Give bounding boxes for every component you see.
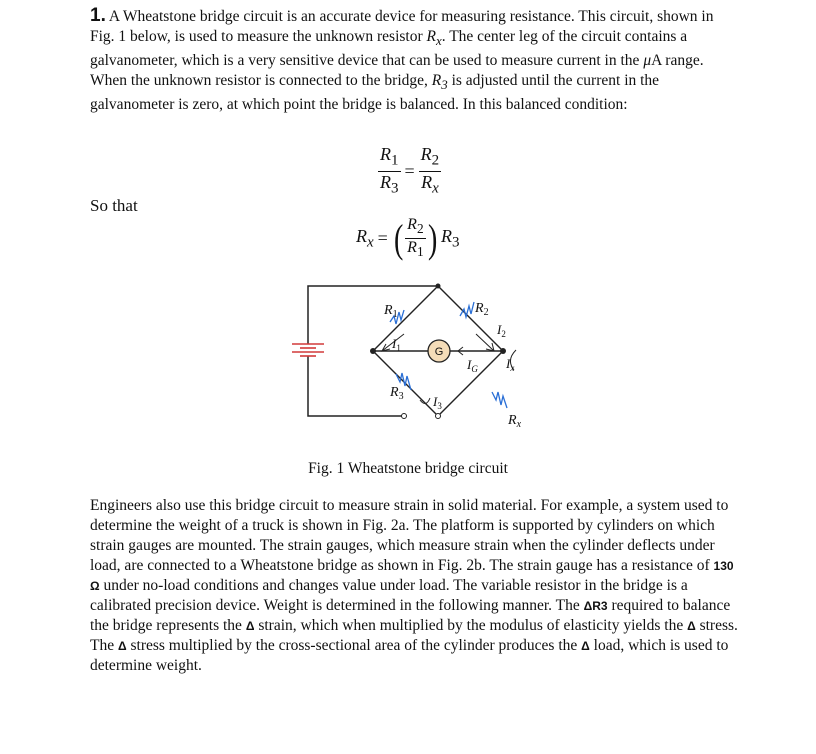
- edge-top-right: [438, 286, 503, 351]
- problem-number: 1.: [90, 5, 106, 26]
- label-i1: $I_1$: [392, 336, 401, 353]
- node-bottom: [436, 414, 441, 419]
- r3-symbol: $R_3$: [431, 72, 448, 93]
- r3-tail: $R_3$: [440, 225, 460, 251]
- figure-caption: Fig. 1 Wheatstone bridge circuit: [308, 460, 508, 477]
- galvanometer-label: G: [434, 346, 444, 358]
- rx-resistor: [492, 392, 507, 408]
- paren-open: (: [393, 215, 404, 261]
- balance-equation: [378, 144, 441, 198]
- strain-paragraph: Engineers also use this bridge circuit to measure strain in solid material. For example, a system used to determine the weight of a truck is shown in Fig. 2a. The platform is supported by cylinders on which strain gauges are mounted. The strain gauges, which measure strain when the cylinder deflects under load, are connected to a Wheatstone bridge as shown in Fig. 2b. The strain gauge has a resistance of 130 Ω under no-load conditions and changes value under load. The variable resistor in the bridge is a calibrated precision device. Weight is determined in the following manner. The ΔR3 required to balance the bridge represents the Δ strain, which when multiplied by the modulus of elasticity yields the Δ stress. The Δ stress multiplied by the cross-sectional area of the cylinder produces the Δ load, which is used to determine weight.: [90, 497, 738, 674]
- equals-sign-2: =: [377, 228, 388, 249]
- label-i2: $I_2$: [497, 322, 506, 339]
- fraction-r2-r1: $\frac{R_2}{R_1}$: [407, 216, 424, 260]
- rx-lhs: $R_x$: [356, 225, 374, 251]
- node-bottom-left: [402, 414, 407, 419]
- fraction-r2-rx: $\frac{R_2}{R_x}$: [420, 144, 440, 197]
- top-wire: [308, 286, 438, 344]
- rx-symbol: $R_x$: [426, 28, 442, 49]
- label-ix: $I_x$: [506, 356, 515, 373]
- wheatstone-bridge-diagram: [280, 272, 560, 442]
- rx-equation: [356, 216, 459, 261]
- intro-text-2: . The center leg of the circuit contains a galvanometer, which is a very sensitive device that can be used to measure current in the: [90, 28, 688, 70]
- equals-sign: =: [404, 160, 415, 181]
- paren-close: ): [427, 215, 437, 261]
- label-r3: $R_3$: [390, 385, 404, 402]
- intro-text-3: A range. When the unknown resistor is connected to the bridge,: [90, 52, 704, 90]
- intro-text: A Wheatstone bridge circuit is an accurate device for measuring resistance. This circuit, shown in Fig. 1 below, is used to measure the unknown resistor: [90, 8, 714, 45]
- problem-paragraph: [90, 6, 740, 115]
- label-r2: $R_2$: [475, 301, 489, 318]
- intro-text-4: is adjusted until the current in the galvanometer is zero, at which point the bridge is balanced. In this balanced condition:: [90, 72, 660, 114]
- label-ig: $I_G$: [467, 357, 478, 374]
- edge-top-left: [373, 286, 438, 351]
- so-that-label: So that: [90, 196, 138, 215]
- label-i3: $I_3$: [433, 394, 442, 411]
- node-right: [500, 348, 506, 354]
- node-top: [436, 284, 441, 289]
- label-rx: $R_x$: [508, 413, 522, 430]
- fraction-r1-r3: $\frac{R_1}{R_3}$: [380, 144, 399, 197]
- battery-symbol: [292, 344, 324, 356]
- node-left: [370, 348, 376, 354]
- delta-r3-symbol: ΔR3: [583, 599, 608, 613]
- label-r1: $R_1$: [384, 303, 398, 320]
- mu-symbol: μ: [643, 52, 652, 70]
- resistance-value: 130 Ω: [90, 559, 734, 593]
